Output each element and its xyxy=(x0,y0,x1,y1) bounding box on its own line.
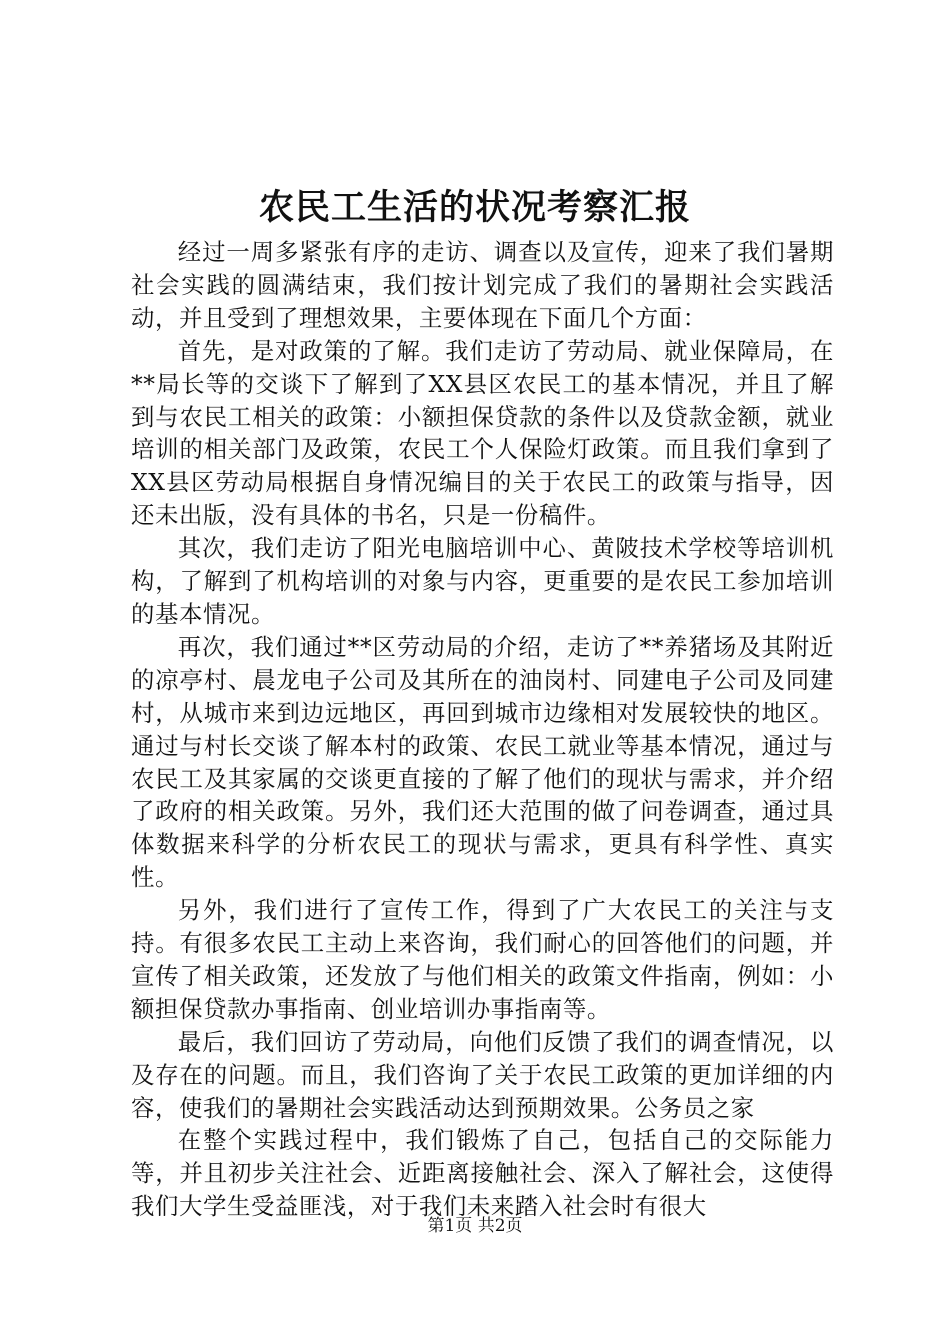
paragraph-first: 首先，是对政策的了解。我们走访了劳动局、就业保障局，在**局长等的交谈下了解到了XX县区农民工的基本情况，并且了解到与农民工相关的政策：小额担保贷款的条件以及贷款金额，就业培训的相关部门及政策，农民工个人保险灯政策。而且我们拿到了XX县区劳动局根据自身情况编目的关于农民工的政策与指导，因还未出版，没有具体的书名，只是一份稿件。 xyxy=(131,336,834,530)
document-title: 农民工生活的状况考察汇报 xyxy=(258,187,691,228)
paragraph-additional: 另外，我们进行了宣传工作，得到了广大农民工的关注与支持。有很多农民工主动上来咨询，我们耐心的回答他们的问题，并宣传了相关政策，还发放了与他们相关的政策文件指南，例如：小额担保贷款办事指南、创业培训办事指南等。 xyxy=(131,896,834,1023)
paragraph-last: 最后，我们回访了劳动局，向他们反馈了我们的调查情况，以及存在的问题。而且，我们咨询了关于农民工政策的更加详细的内容，使我们的暑期社会实践活动达到预期效果。公务员之家 xyxy=(131,1027,834,1122)
page-number-footer: 第1页 共2页 xyxy=(427,1216,523,1236)
paragraph-intro: 经过一周多紧张有序的走访、调查以及宣传，迎来了我们暑期社会实践的圆满结束，我们按计划完成了我们的暑期社会实践活动，并且受到了理想效果，主要体现在下面几个方面： xyxy=(131,238,834,332)
document-body xyxy=(131,236,834,1223)
paragraph-third: 再次，我们通过**区劳动局的介绍，走访了**养猪场及其附近的凉亭村、晨龙电子公司及其所在的油岗村、同建电子公司及同建村，从城市来到边远地区，再回到城市边缘相对发展较快的地区。通过与村长交谈了解本村的政策、农民工就业等基本情况，通过与农民工及其家属的交谈更直接的了解了他们的现状与需求，并介绍了政府的相关政策。另外，我们还大范围的做了问卷调查，通过具体数据来科学的分析农民工的现状与需求，更具有科学性、真实性。 xyxy=(131,632,834,892)
paragraph-second: 其次，我们走访了阳光电脑培训中心、黄陂技术学校等培训机构，了解到了机构培训的对象与内容，更重要的是农民工参加培训的基本情况。 xyxy=(131,534,834,628)
paragraph-summary: 在整个实践过程中，我们锻炼了自己，包括自己的交际能力等，并且初步关注社会、近距离接触社会、深入了解社会，这使得我们大学生受益匪浅，对于我们未来踏入社会时有很大 xyxy=(131,1126,834,1221)
